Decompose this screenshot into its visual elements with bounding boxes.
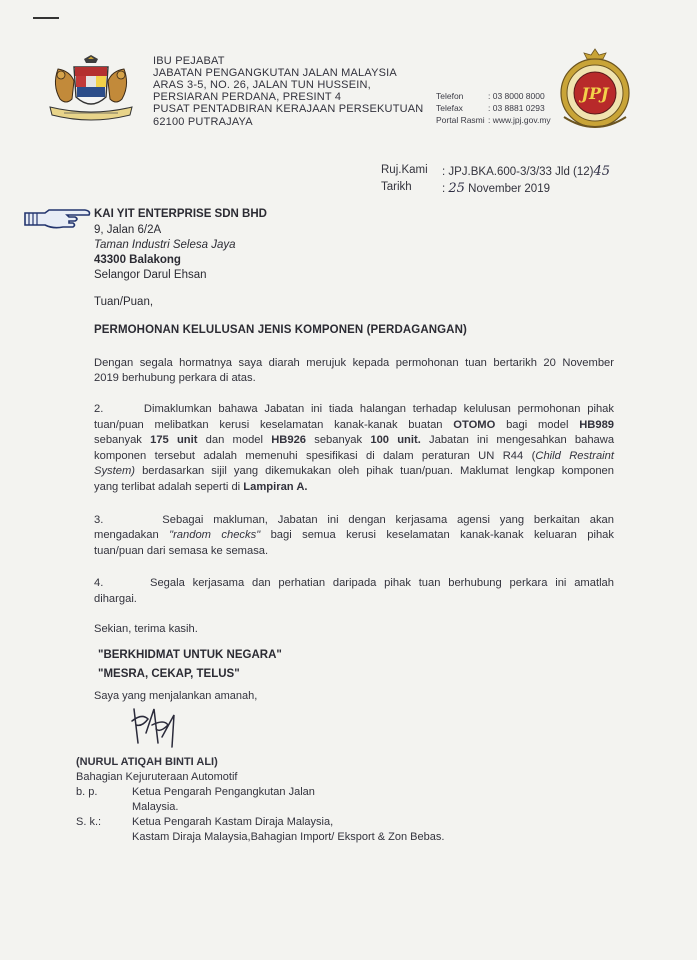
model-number: HB989 xyxy=(579,419,615,431)
date-day-handwritten: 25 xyxy=(448,181,465,196)
para2-italic: Child Restraint xyxy=(535,450,614,462)
para3-line xyxy=(94,528,614,544)
header-line: PUSAT PENTADBIRAN KERAJAAN PERSEKUTUAN xyxy=(153,103,424,115)
ref-number xyxy=(442,164,610,179)
para3-italic: "random checks" xyxy=(169,529,261,541)
model-number: HB926 xyxy=(271,434,307,446)
date-month-year: November 2019 xyxy=(468,183,550,195)
contact-label: Portal Rasmi xyxy=(436,115,485,125)
para2-text: Jabatan ini mengesahkan bahawa xyxy=(429,434,615,446)
ref-number-handwritten: 45 xyxy=(593,164,611,179)
contact-value: : 03 8000 8000 xyxy=(488,91,545,101)
scan-mark xyxy=(33,17,59,19)
para2-line xyxy=(94,418,614,434)
slogan: "MESRA, CEKAP, TELUS" xyxy=(98,668,240,680)
jpj-emblem-logo xyxy=(556,47,634,133)
subject-heading: PERMOHONAN KELULUSAN JENIS KOMPONEN (PERDAGANGAN) xyxy=(94,324,467,336)
bp-line: Malaysia. xyxy=(132,801,179,813)
para2-line xyxy=(94,433,614,449)
para2-text: yang terlibat adalah seperti di xyxy=(94,481,241,493)
para4-line: 4. Segala kerjasama dan perhatian daripada pihak tuan berhubung perkara ini amatlah xyxy=(94,577,614,589)
signer-dept: Bahagian Kejuruteraan Automotif xyxy=(76,771,238,783)
slogan: "BERKHIDMAT UNTUK NEGARA" xyxy=(98,649,282,661)
header-line: JABATAN PENGANGKUTAN JALAN MALAYSIA xyxy=(153,67,397,79)
pointing-hand-icon xyxy=(23,205,93,231)
para2-text: sebanyak xyxy=(94,434,142,446)
para3-line: tuan/puan dari semasa ke semasa. xyxy=(94,545,269,557)
contact-value: : www.jpj.gov.my xyxy=(488,115,551,125)
date-label: Tarikh xyxy=(381,181,412,193)
emblem-text: JPJ xyxy=(581,84,609,103)
para2-italic: System) xyxy=(94,465,136,477)
brand-name: OTOMO xyxy=(453,419,496,431)
signature-image xyxy=(128,703,183,751)
contact-label: Telefon xyxy=(436,91,464,101)
recipient-state: Selangor Darul Ehsan xyxy=(94,269,207,281)
para2-text: bagi model xyxy=(506,419,569,431)
sk-label: S. k.: xyxy=(76,816,102,828)
para2-line xyxy=(94,480,614,496)
header-line: IBU PEJABAT xyxy=(153,55,225,67)
signer-name: (NURUL ATIQAH BINTI ALI) xyxy=(76,756,218,768)
bp-label: b. p. xyxy=(76,786,98,798)
para3-text: mengadakan xyxy=(94,529,159,541)
date-colon: : xyxy=(442,183,446,195)
attachment-ref: Lampiran A. xyxy=(243,481,308,493)
header-line: 62100 PUTRAJAYA xyxy=(153,116,253,128)
para2-text: tuan/puan melibatkan kerusi keselamatan kanak-kanak buatan xyxy=(94,419,443,431)
contact-label: Telefax xyxy=(436,103,463,113)
ref-number-printed: : JPJ.BKA.600-3/3/33 Jld (12) xyxy=(442,166,594,178)
para2-text: dan model xyxy=(205,434,263,446)
salutation: Tuan/Puan, xyxy=(94,296,154,308)
coat-of-arms-logo xyxy=(44,55,138,125)
para2-text: komponen tersebut adalah memenuhi spesifikasi di dalam peraturan UN R44 ( xyxy=(94,450,536,462)
date-value xyxy=(442,181,550,196)
para2-line xyxy=(94,449,614,465)
recipient-line: 9, Jalan 6/2A xyxy=(94,224,162,236)
recipient-company: KAI YIT ENTERPRISE SDN BHD xyxy=(94,208,267,220)
para2-text: sebanyak xyxy=(314,434,363,446)
para3-text: bagi semua kerusi keselamatan kanak-kanak keluaran pihak xyxy=(270,529,615,541)
recipient-postcode: 43300 Balakong xyxy=(94,254,181,266)
para4-line: dihargai. xyxy=(94,593,137,605)
para2-line xyxy=(94,464,614,480)
para2-text: berdasarkan sijil yang dikemukakan oleh pihak tuan/puan. Maklumat lengkap komponen xyxy=(142,465,614,477)
header-line: ARAS 3-5, NO. 26, JALAN TUN HUSSEIN, xyxy=(153,79,371,91)
quantity: 175 unit xyxy=(150,434,198,446)
sk-line: Ketua Pengarah Kastam Diraja Malaysia, xyxy=(132,816,334,828)
intro-line: 2019 berhubung perkara di atas. xyxy=(94,372,256,384)
closing: Sekian, terima kasih. xyxy=(94,623,198,635)
recipient-line: Taman Industri Selesa Jaya xyxy=(94,239,236,251)
sign-intro: Saya yang menjalankan amanah, xyxy=(94,690,258,702)
bp-line: Ketua Pengarah Pengangkutan Jalan xyxy=(132,786,315,798)
contact-value: : 03 8881 0293 xyxy=(488,103,545,113)
header-line: PERSIARAN PERDANA, PRESINT 4 xyxy=(153,91,342,103)
intro-line: Dengan segala hormatnya saya diarah merujuk kepada permohonan tuan bertarikh 20 November xyxy=(94,357,614,369)
sk-line: Kastam Diraja Malaysia,Bahagian Import/ Eksport & Zon Bebas. xyxy=(132,831,445,843)
quantity: 100 unit. xyxy=(370,434,421,446)
para2-line: 2. Dimaklumkan bahawa Jabatan ini tiada halangan terhadap kelulusan permohonan pihak xyxy=(94,403,614,415)
ref-label: Ruj.Kami xyxy=(381,164,428,176)
para3-line: 3. Sebagai makluman, Jabatan ini dengan kerjasama agensi yang berkaitan akan xyxy=(94,514,614,526)
